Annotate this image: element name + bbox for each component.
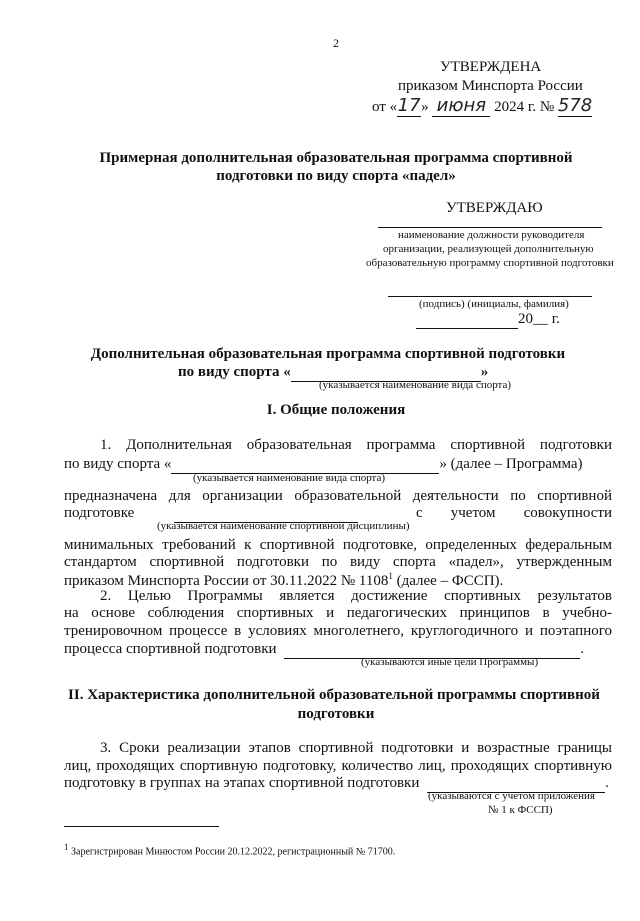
p2-caption: (указываются иные цели Программы) [361,656,539,668]
document-title-line1: Примерная дополнительная образовательная программа спортивной [99,150,573,166]
p3-line2: лиц, проходящих спортивную подготовку, количество лиц, проходящих спортивную [64,758,612,774]
p3-caption-2: № 1 к ФССП) [488,804,553,816]
approve-caption-3: образовательную программу спортивной подготовки [366,257,614,269]
date-day-field [397,95,421,117]
p1-sport-suffix: » (далее – Программа) [439,456,583,472]
section2-heading-line2: подготовки [297,706,375,722]
section2-heading-line1: II. Характеристика дополнительной образовательной программы спортивной [68,687,600,703]
section1-heading: I. Общие положения [266,402,406,418]
p1-sport-prefix: по виду спорта « [64,456,172,472]
date-month-handwritten: июня [436,95,487,116]
date-mid: » [421,99,429,115]
page-number: 2 [333,36,339,50]
p3-line3-text: подготовку в группах на этапах спортивной подготовки [64,775,420,791]
approve-caption-2: организации, реализующей дополнительную [383,243,594,255]
p1-line4-rest: с учетом совокупности [416,505,612,521]
approve-caption-1: наименование должности руководителя [398,229,585,241]
footnote [64,842,395,857]
approve-date-blank [416,311,518,329]
footnote-text: Зарегистрирован Минюстом России 20.12.2022, регистрационный № 71700. [68,846,396,858]
p1-line4-word: подготовке [64,505,135,521]
p3-line3: подготовку в группах на этапах спортивной подготовки . [64,775,609,791]
p2-line4-text: процесса спортивной подготовки [64,641,277,657]
date-year-number: 2024 г. № [494,99,555,115]
footnote-marker: 1 [64,842,69,852]
p1-line6: стандартом спортивной подготовки по виду спорта «падел», утвержденным [64,554,612,570]
approval-title: УТВЕРЖДЕНА [440,59,542,75]
p1-line1: 1. Дополнительная образовательная программа спортивной подготовки [100,437,612,453]
date-prefix: от « [372,99,398,115]
footnote-ref: 1 [388,571,393,581]
approve-date-suffix: 20__ г. [518,311,560,327]
signature-caption: (подпись) (инициалы, фамилия) [419,298,569,310]
p1-line5: минимальных требований к спортивной подготовке, определенных федеральным [64,537,612,553]
p2-line2: на основе соблюдения спортивных и педагогических принципов в учебно- [64,605,612,621]
footnote-separator [64,826,219,827]
p2-line3: тренировочном процессе в условиях многолетнего, круглогодичного и поэтапного [64,623,612,639]
order-number-handwritten: 578 [557,95,593,116]
p1-line7-text: приказом Минспорта России от 30.11.2022 № 1108 [64,573,389,589]
program-heading-line1: Дополнительная образовательная программа спортивной подготовки [90,346,566,362]
document-title-line2: подготовки по виду спорта «падел» [216,168,456,184]
signature-blank-line [388,296,592,297]
p2-line4: процесса спортивной подготовки . [64,641,585,657]
approval-date-line [372,95,592,117]
program-heading-prefix: по виду спорта « [178,364,291,380]
date-day-handwritten: 17 [397,95,421,116]
program-heading-caption: (указывается наименование вида спорта) [319,379,512,391]
p1-line7-end: (далее – ФССП). [392,573,504,589]
p1-caption-sport: (указывается наименование вида спорта) [193,472,386,484]
approve-heading: УТВЕРЖДАЮ [446,200,543,216]
p1-caption-discipline: (указывается наименование спортивной дисциплины) [157,520,410,532]
p3-caption-1: (указываются с учетом приложения [428,790,595,802]
order-number-field [558,95,592,117]
p2-line1: 2. Целью Программы является достижение спортивных результатов [100,588,612,604]
program-heading-suffix: » [480,364,489,380]
p3-line1: 3. Сроки реализации этапов спортивной подготовки и возрастные границы [100,740,612,756]
approval-order-line: приказом Минспорта России [398,78,583,94]
p1-line3: предназначена для организации образовательной деятельности по спортивной [64,488,612,504]
approve-date-line [416,311,560,329]
position-blank-line [378,227,602,228]
date-month-field [432,95,490,117]
